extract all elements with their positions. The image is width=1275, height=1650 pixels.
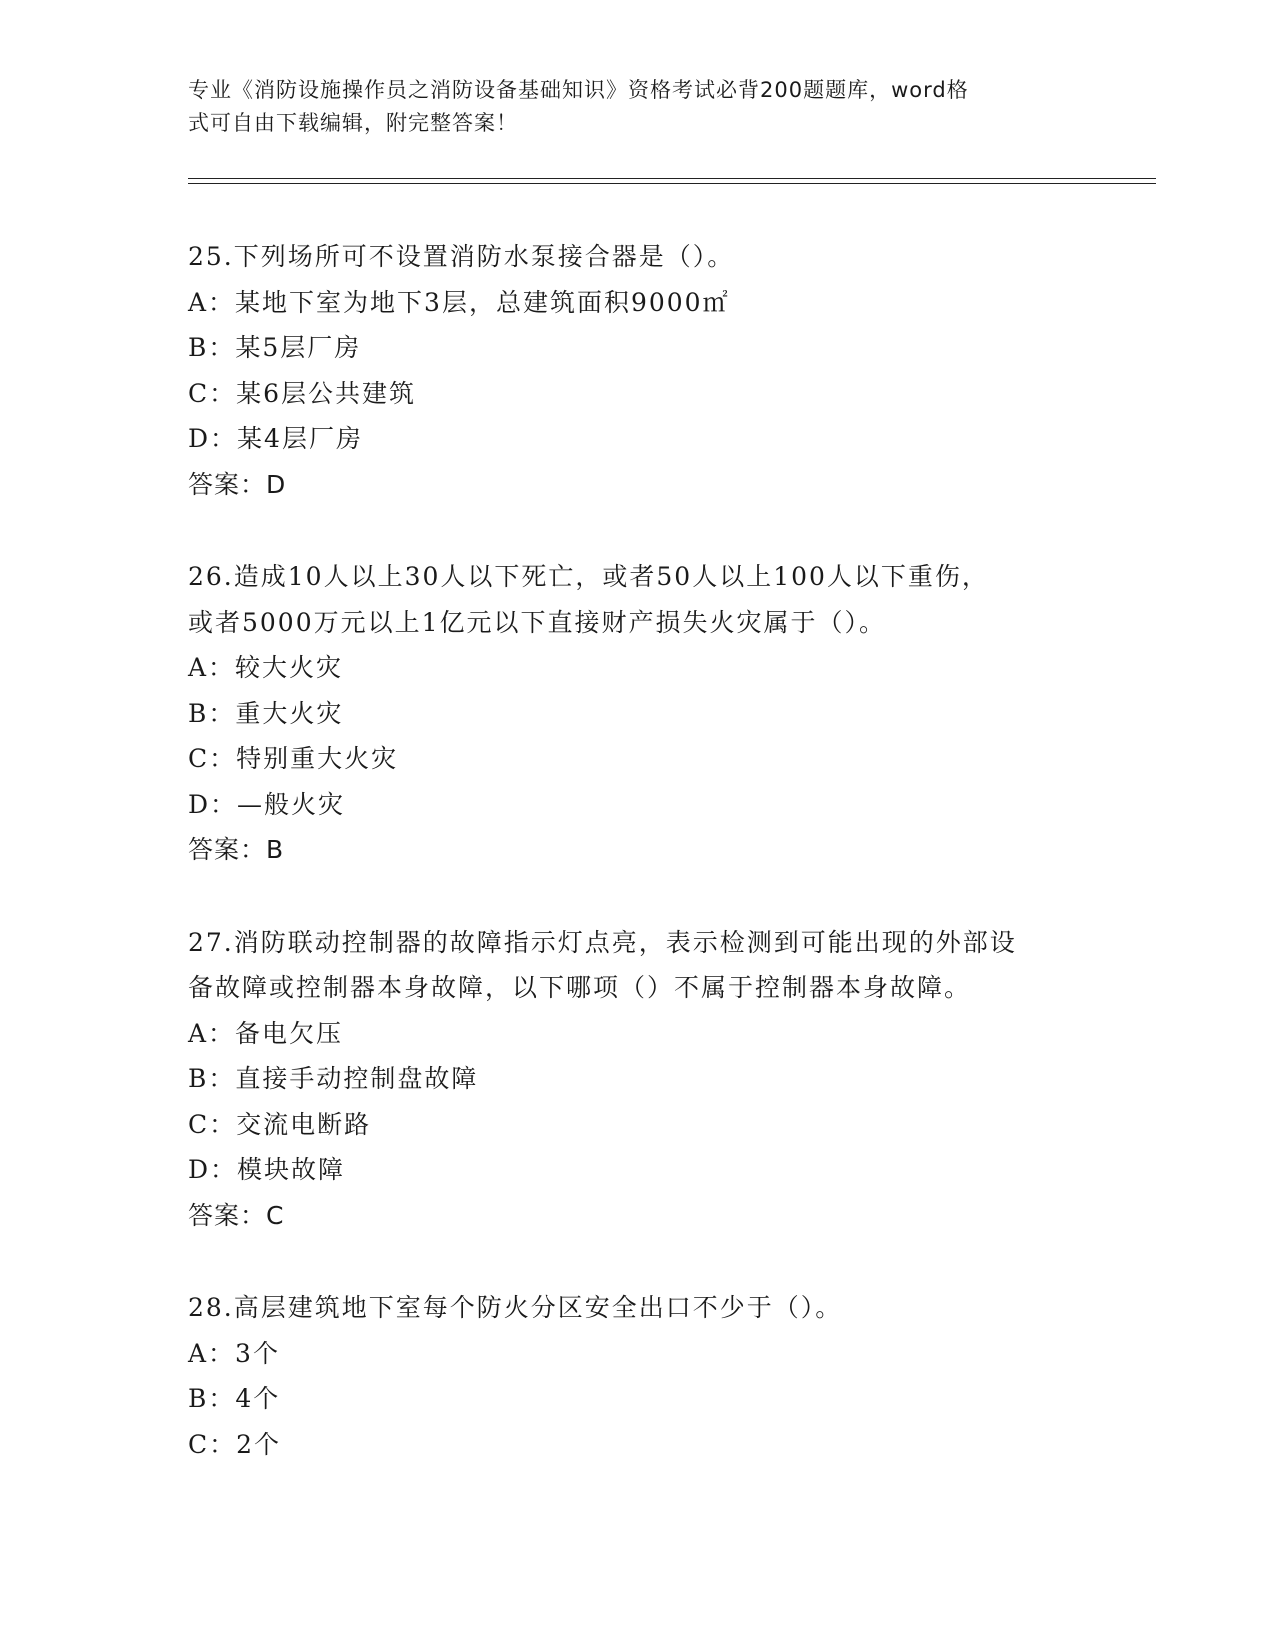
answer-option: C：交流电断路 xyxy=(188,1109,372,1139)
answer-key: 答案：C xyxy=(188,1200,285,1230)
header-line-2: 式可自由下载编辑，附完整答案！ xyxy=(188,111,518,135)
answer-option: D：—般火灾 xyxy=(188,789,346,819)
answer-option: D：某4层厂房 xyxy=(188,424,363,453)
answer-option: A：某地下室为地下3层，总建筑面积9000㎡ xyxy=(188,287,730,317)
answer-option: A：3个 xyxy=(188,1338,280,1368)
answer-option: B：重大火灾 xyxy=(188,698,344,728)
question-stem: 或者5000万元以上1亿元以下直接财产损失火灾属于（）。 xyxy=(188,607,887,637)
header-divider-bottom xyxy=(188,183,1156,184)
header-line-1: 专业《消防设施操作员之消防设备基础知识》资格考试必背200题题库，word格 xyxy=(188,78,969,102)
answer-option: B：某5层厂房 xyxy=(188,333,362,362)
question-stem: 26.造成10人以上30人以下死亡，或者50人以上100人以下重伤， xyxy=(188,562,989,591)
answer-option: A：备电欠压 xyxy=(188,1018,344,1048)
question-stem: 25.下列场所可不设置消防水泵接合器是（）。 xyxy=(188,242,735,271)
question-stem: 27.消防联动控制器的故障指示灯点亮，表示检测到可能出现的外部设 xyxy=(188,927,1017,957)
question-stem: 28.高层建筑地下室每个防火分区安全出口不少于（）。 xyxy=(188,1293,843,1322)
header-divider-top xyxy=(188,178,1156,179)
question-item xyxy=(188,234,1088,507)
question-stem: 备故障或控制器本身故障，以下哪项（）不属于控制器本身故障。 xyxy=(188,973,972,1002)
answer-option: A：较大火灾 xyxy=(188,653,344,682)
question-item xyxy=(188,554,1088,873)
answer-option: C：2个 xyxy=(188,1429,282,1459)
answer-option: B：4个 xyxy=(188,1384,281,1413)
answer-key: 答案：B xyxy=(188,835,285,864)
answer-option: C：特别重大火灾 xyxy=(188,744,399,773)
question-item xyxy=(188,920,1088,1239)
answer-option: C：某6层公共建筑 xyxy=(188,378,417,408)
question-item xyxy=(188,1285,1088,1467)
answer-option: B：直接手动控制盘故障 xyxy=(188,1064,479,1093)
answer-option: D：模块故障 xyxy=(188,1155,346,1184)
document-header xyxy=(188,74,1068,140)
question-list xyxy=(188,234,1088,1514)
answer-key: 答案：D xyxy=(188,469,287,499)
